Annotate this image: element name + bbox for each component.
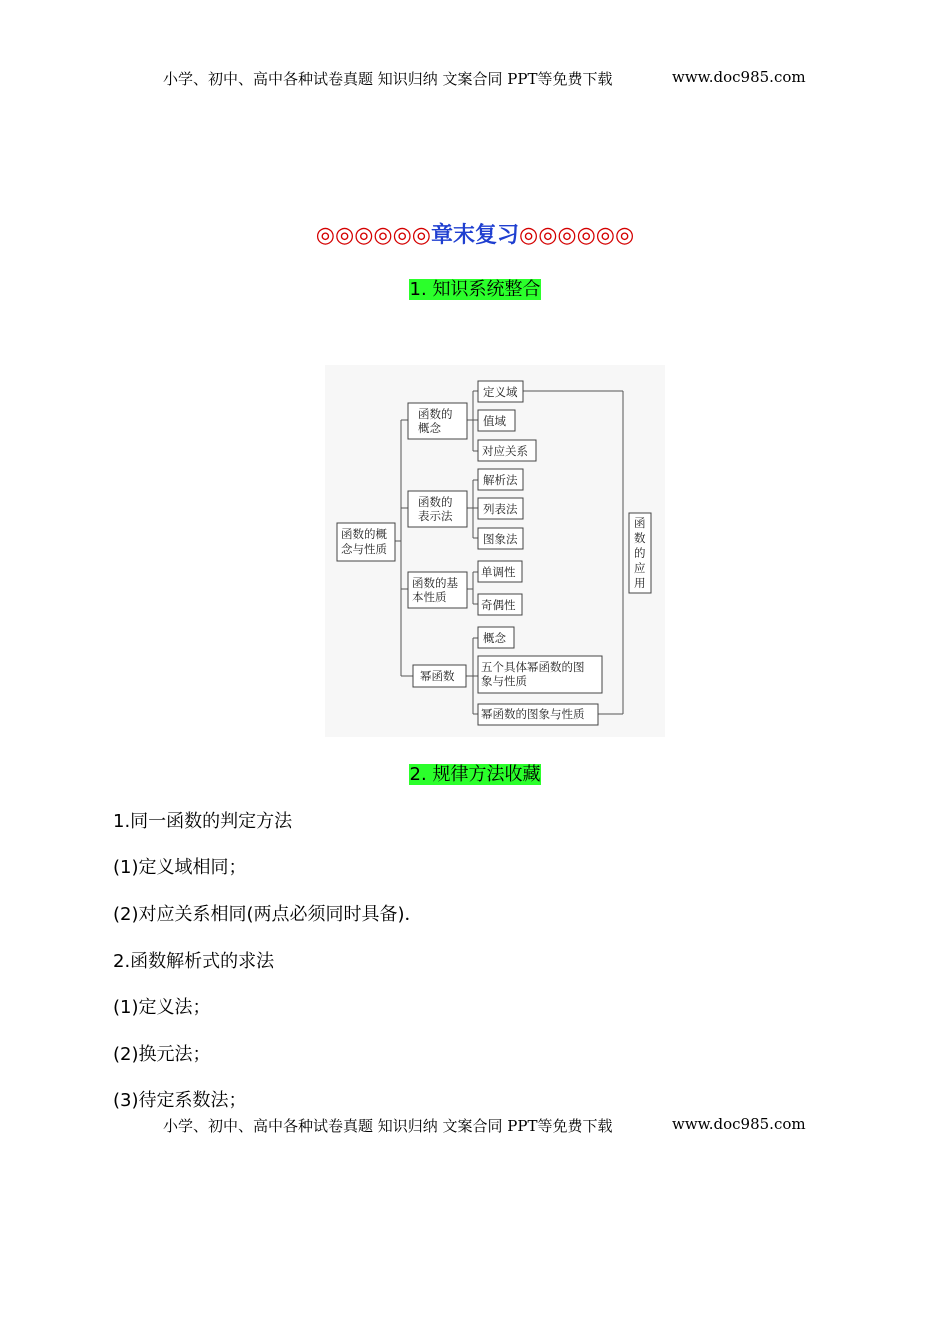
right-char-2: 数	[634, 531, 646, 545]
method-heading-2: 2.函数解析式的求法	[113, 951, 275, 972]
header-url[interactable]: www.doc985.com	[672, 68, 806, 86]
leaf-label: 对应关系	[482, 444, 528, 458]
leaf-label: 单调性	[481, 565, 516, 579]
page-header	[0, 68, 950, 90]
chapter-title	[0, 218, 950, 249]
branch-3-line-1: 函数的基	[412, 576, 458, 590]
branch-2-line-2: 表示法	[418, 509, 453, 523]
page-footer	[0, 1115, 950, 1137]
leaf-label: 五个具体幂函数的图	[481, 660, 585, 674]
leaf-label: 幂函数的图象与性质	[481, 707, 585, 721]
leaf-label: 象与性质	[481, 674, 527, 688]
branch-4-label: 幂函数	[420, 669, 455, 683]
header-text: 小学、初中、高中各种试卷真题 知识归纳 文案合同 PPT等免费下载	[163, 70, 613, 88]
leaf-label: 图象法	[483, 532, 518, 546]
leaf-label: 值域	[483, 414, 506, 428]
title-right-ornament: ◎◎◎◎◎◎	[519, 223, 635, 248]
footer-url[interactable]: www.doc985.com	[672, 1115, 806, 1133]
title-left-ornament: ◎◎◎◎◎◎	[315, 223, 431, 248]
method-item: (1)定义法；	[113, 997, 211, 1018]
branch-1-line-1: 函数的	[418, 407, 453, 421]
right-char-3: 的	[634, 546, 646, 560]
root-line-1: 函数的概	[341, 527, 387, 541]
method-heading-1: 1.同一函数的判定方法	[113, 811, 293, 832]
leaf-label: 概念	[483, 631, 506, 645]
right-char-5: 用	[634, 576, 646, 590]
leaf-label: 定义域	[483, 385, 518, 399]
method-item: (3)待定系数法；	[113, 1090, 247, 1111]
leaf-label: 奇偶性	[481, 598, 516, 612]
leaf-label: 解析法	[483, 473, 518, 487]
title-main: 章末复习	[430, 223, 519, 248]
root-line-2: 念与性质	[341, 542, 387, 556]
right-char-4: 应	[634, 561, 646, 575]
branch-1-line-2: 概念	[418, 421, 441, 435]
footer-text: 小学、初中、高中各种试卷真题 知识归纳 文案合同 PPT等免费下载	[163, 1117, 613, 1135]
section-heading-2: 2. 规律方法收藏	[409, 764, 541, 785]
method-item: (2)换元法；	[113, 1044, 211, 1065]
section-heading-1: 1. 知识系统整合	[409, 279, 541, 300]
branch-2-line-1: 函数的	[418, 495, 453, 509]
branch-3-line-2: 本性质	[412, 590, 447, 604]
leaf-label: 列表法	[483, 502, 518, 516]
method-item: (2)对应关系相同(两点必须同时具备)．	[113, 904, 423, 925]
method-item: (1)定义域相同；	[113, 857, 247, 878]
right-char-1: 函	[634, 516, 646, 530]
knowledge-diagram	[325, 365, 665, 737]
